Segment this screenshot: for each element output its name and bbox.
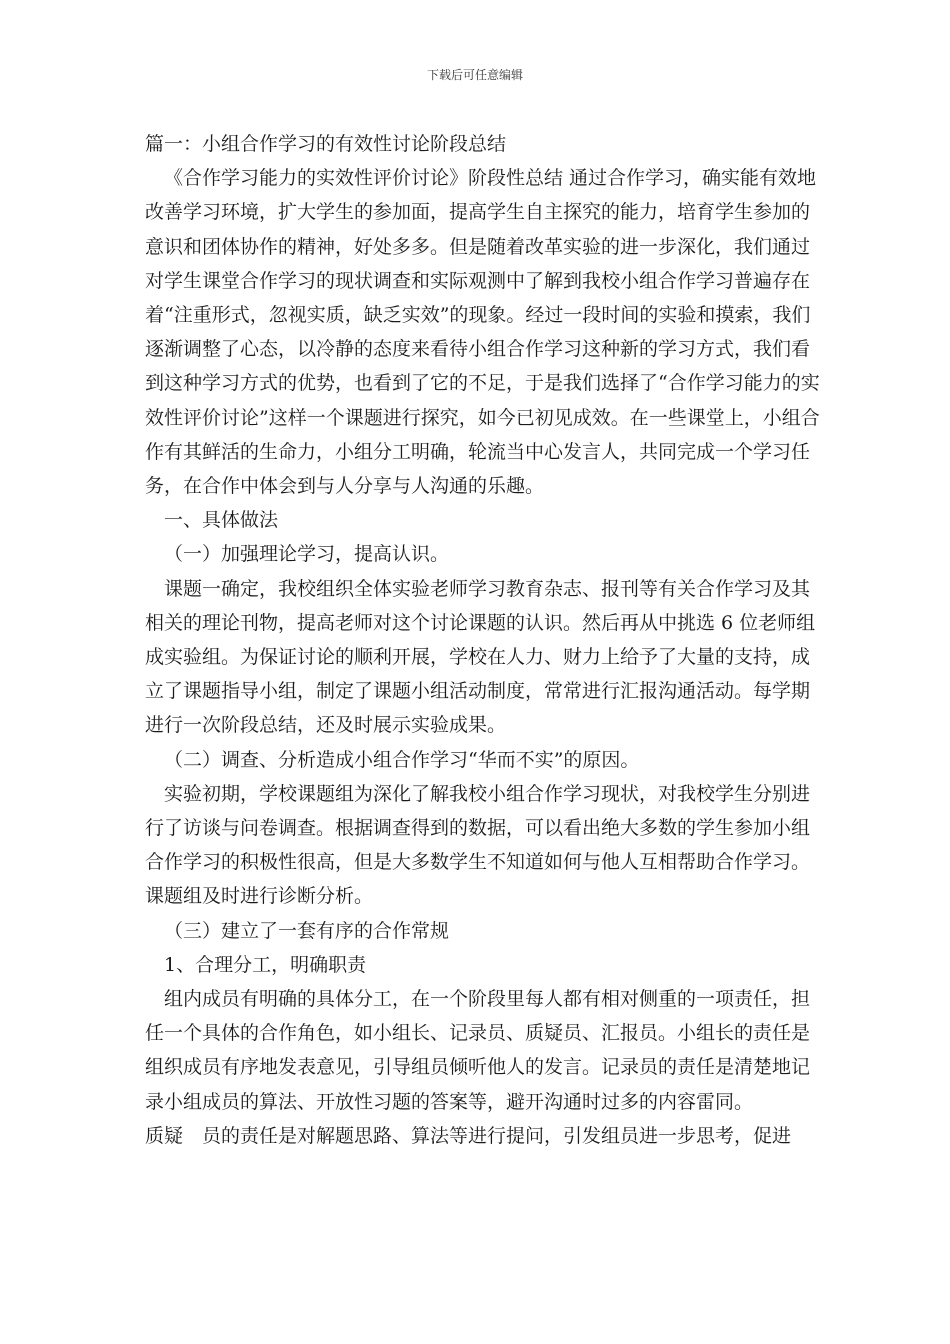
- paragraph-survey: 实验初期，学校课题组为深化了解我校小组合作学习现状，对我校学生分别进行了访谈与问卷调查。根据调查得到的数据，可以看出绝大多数的学生参加小组合作学习的积极性很高，但是大多数学生不知道如何与他人互相帮助合作学习。课题组及时进行诊断分析。: [145, 782, 811, 908]
- heading-subsection-1: （一）加强理论学习，提高认识。: [164, 543, 450, 566]
- heading-subsection-3: （三）建立了一套有序的合作常规: [164, 919, 450, 942]
- document-body: [145, 127, 825, 1153]
- paragraph-questioner: [145, 1119, 825, 1153]
- page-header: 下载后可任意编辑: [426, 68, 523, 82]
- heading-item-1: 1、合理分工，明确职责: [164, 953, 367, 976]
- questioner-start: 质疑: [145, 1124, 184, 1147]
- paragraph-intro: 《合作学习能力的实效性评价讨论》阶段性总结 通过合作学习，确实能有效地改善学习环境，扩大学生的参加面，提高学生自主探究的能力，培育学生参加的意识和团体协作的精神，好处多多。但是随着改革实验的进一步深化，我们通过对学生课堂合作学习的现状调查和实际观测中了解到我校小组合作学习普遍存在着“注重形式，忽视实质，缺乏实效”的现象。经过一段时间的实验和摸索，我们逐渐调整了心态，以冷静的态度来看待小组合作学习这种新的学习方式，我们看到这种学习方式的优势，也看到了它的不足，于是我们选择了“合作学习能力的实效性评价讨论”这样一个课题进行探究，如今已初见成效。在一些课堂上，小组合作有其鲜活的生命力，小组分工明确，轮流当中心发言人，共同完成一个学习任务，在合作中体会到与人分享与人沟通的乐趣。: [145, 167, 820, 498]
- questioner-rest: 员的责任是对解题思路、算法等进行提问，引发组员进一步思考，促进: [202, 1124, 792, 1147]
- heading-section-1: 一、具体做法: [164, 509, 279, 532]
- document-title: 篇一：小组合作学习的有效性讨论阶段总结: [145, 133, 507, 155]
- heading-subsection-2: （二）调查、分析造成小组合作学习“华而不实”的原因。: [164, 748, 640, 771]
- paragraph-roles: 组内成员有明确的具体分工，在一个阶段里每人都有相对侧重的一项责任，担任一个具体的合作角色，如小组长、记录员、质疑员、汇报员。小组长的责任是组织成员有序地发表意见，引导组员倾听他人的发言。记录员的责任是清楚地记录小组成员的算法、开放性习题的答案等，避开沟通时过多的内容雷同。: [145, 988, 811, 1113]
- paragraph-theory-study: 课题一确定，我校组织全体实验老师学习教育杂志、报刊等有关合作学习及其相关的理论刊物，提高老师对这个讨论课题的认识。然后再从中挑选 6 位老师组成实验组。为保证讨论的顺利开展，学校在人力、财力上给予了大量的支持，成立了课题指导小组，制定了课题小组活动制度，常常进行汇报沟通活动。每学期进行一次阶段总结，还及时展示实验成果。: [145, 577, 816, 737]
